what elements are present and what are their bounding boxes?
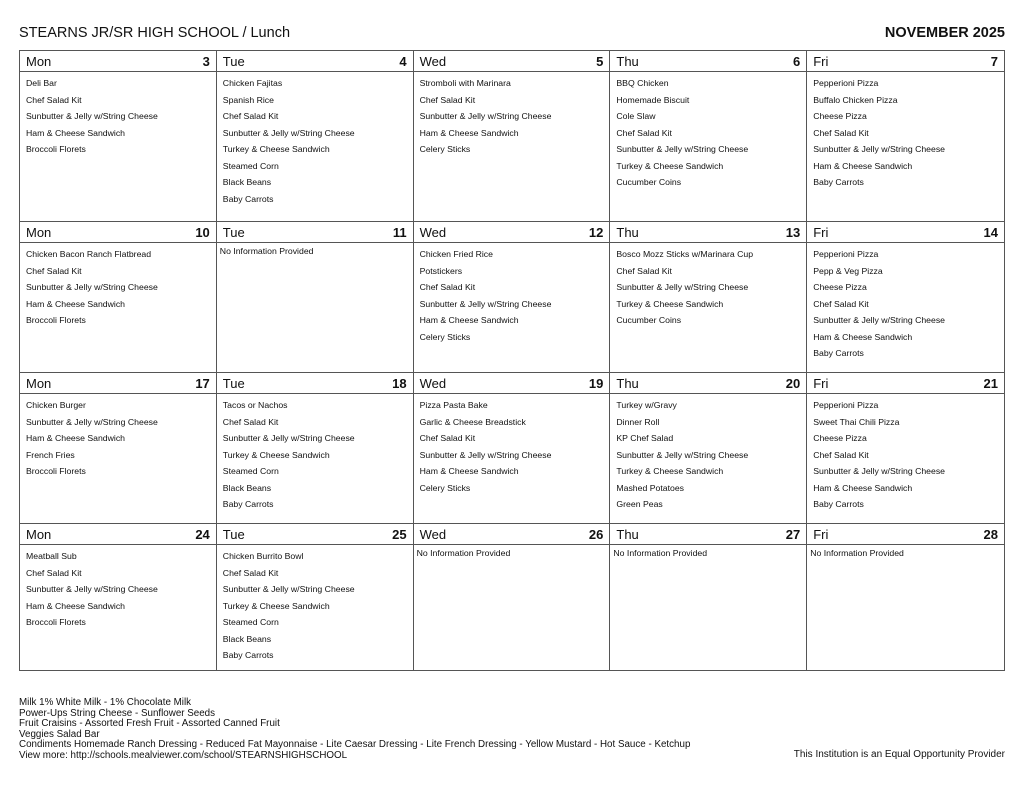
date-number: 7 — [990, 53, 998, 69]
weekday-label: Wed — [419, 53, 447, 69]
day-cell-header — [217, 222, 413, 243]
menu-item: Chef Salad Kit — [419, 433, 476, 443]
menu-item: Baby Carrots — [813, 348, 864, 358]
weekday-label: Mon — [26, 526, 52, 542]
menu-list — [20, 72, 216, 155]
day-cell-header — [217, 524, 413, 545]
day-cell-header — [217, 373, 413, 394]
calendar-grid — [19, 50, 1005, 671]
weekday-label: Wed — [419, 526, 447, 542]
weekday-label: Wed — [419, 224, 447, 240]
menu-item: Cole Slaw — [616, 111, 656, 121]
menu-list — [610, 72, 806, 188]
menu-item: Chicken Burrito Bowl — [222, 551, 304, 561]
menu-item: Sunbutter & Jelly w/String Cheese — [222, 433, 355, 443]
menu-item: Turkey & Cheese Sandwich — [616, 160, 724, 171]
menu-item: Sunbutter & Jelly w/String Cheese — [419, 111, 552, 121]
menu-item: Sunbutter & Jelly w/String Cheese — [616, 144, 749, 154]
menu-item: Baby Carrots — [222, 650, 274, 660]
menu-item: Chef Salad Kit — [616, 265, 672, 276]
date-number: 12 — [588, 224, 604, 240]
menu-item: Broccoli Florets — [26, 144, 86, 154]
menu-item: Ham & Cheese Sandwich — [419, 466, 519, 476]
menu-item: Chef Salad Kit — [419, 94, 476, 105]
no-information-text: No Information Provided — [219, 246, 314, 256]
day-cell-header — [610, 222, 806, 243]
date-number: 10 — [195, 224, 210, 240]
day-cell-header — [20, 373, 216, 394]
weekday-label: Tue — [222, 375, 245, 391]
menu-item: French Fries — [26, 449, 75, 460]
menu-item: Sunbutter & Jelly w/String Cheese — [26, 111, 158, 121]
weekday-label: Tue — [222, 224, 245, 240]
menu-item: Sunbutter & Jelly w/String Cheese — [616, 449, 749, 460]
menu-item: Ham & Cheese Sandwich — [26, 127, 125, 138]
menu-item: Garlic & Cheese Breadstick — [419, 416, 526, 427]
menu-item: Sunbutter & Jelly w/String Cheese — [222, 584, 355, 594]
menu-item: Turkey & Cheese Sandwich — [222, 449, 330, 460]
footer-line: Fruit Craisins - Assorted Fresh Fruit - Assorted Canned Fruit — [19, 718, 280, 730]
menu-item: Cucumber Coins — [616, 177, 682, 187]
day-cell-header — [807, 373, 1004, 394]
menu-item: Chef Salad Kit — [26, 567, 82, 578]
menu-list — [217, 545, 413, 661]
day-cell-header — [807, 51, 1004, 72]
date-number: 14 — [983, 224, 998, 240]
menu-item: Sunbutter & Jelly w/String Cheese — [813, 466, 946, 476]
date-number: 26 — [588, 526, 604, 542]
menu-list — [414, 72, 610, 155]
menu-item: Chef Salad Kit — [813, 298, 869, 309]
weekday-label: Fri — [813, 375, 829, 391]
date-number: 24 — [195, 526, 210, 542]
day-cell — [217, 51, 414, 222]
date-number: 5 — [596, 53, 604, 69]
menu-item: Baby Carrots — [813, 499, 864, 509]
day-cell — [20, 51, 217, 222]
menu-item: Sunbutter & Jelly w/String Cheese — [419, 449, 552, 460]
day-cell — [610, 373, 807, 524]
date-number: 28 — [983, 526, 998, 542]
menu-list — [414, 243, 610, 343]
menu-item: Meatball Sub — [26, 551, 77, 561]
menu-item: Bosco Mozz Sticks w/Marinara Cup — [616, 249, 754, 259]
day-cell — [610, 524, 807, 670]
menu-item: Ham & Cheese Sandwich — [26, 433, 125, 443]
menu-item: Green Peas — [616, 499, 663, 509]
menu-item: Chef Salad Kit — [616, 127, 672, 138]
menu-item: Pepp & Veg Pizza — [813, 265, 883, 276]
menu-list — [610, 394, 806, 510]
menu-item: Ham & Cheese Sandwich — [813, 331, 913, 342]
weekday-label: Thu — [616, 526, 639, 542]
menu-item: Sweet Thai Chili Pizza — [813, 416, 900, 427]
menu-list — [20, 545, 216, 628]
day-cell-header — [807, 524, 1004, 545]
date-number: 21 — [983, 375, 998, 391]
menu-item: Broccoli Florets — [26, 617, 86, 627]
weekday-label: Tue — [222, 53, 245, 69]
menu-item: Sunbutter & Jelly w/String Cheese — [222, 127, 355, 138]
menu-item: Sunbutter & Jelly w/String Cheese — [813, 315, 946, 325]
date-number: 25 — [392, 526, 407, 542]
menu-item: Sunbutter & Jelly w/String Cheese — [26, 282, 158, 292]
menu-item: Black Beans — [222, 177, 272, 187]
menu-item: Ham & Cheese Sandwich — [813, 482, 913, 493]
day-cell-header — [20, 524, 216, 545]
day-cell-header — [414, 222, 610, 243]
no-information-text: No Information Provided — [613, 548, 708, 558]
menu-item: Celery Sticks — [419, 144, 471, 154]
footer-line: Milk 1% White Milk - 1% Chocolate Milk — [19, 697, 192, 708]
day-cell-header — [610, 51, 806, 72]
page-title: STEARNS JR/SR HIGH SCHOOL / Lunch — [19, 25, 291, 41]
menu-list — [20, 243, 216, 326]
no-information-text: No Information Provided — [416, 548, 511, 558]
menu-list — [610, 243, 806, 326]
menu-item: Sunbutter & Jelly w/String Cheese — [419, 298, 552, 309]
menu-list — [217, 394, 413, 510]
menu-item: Chef Salad Kit — [26, 265, 82, 276]
equal-opportunity-notice: This Institution is an Equal Opportunity Provider — [793, 749, 1005, 760]
menu-item: Turkey & Cheese Sandwich — [616, 466, 724, 476]
menu-item: Steamed Corn — [222, 466, 279, 476]
menu-item: Chef Salad Kit — [419, 282, 476, 292]
menu-item: Sunbutter & Jelly w/String Cheese — [26, 584, 158, 594]
date-number: 13 — [785, 224, 801, 240]
menu-list — [807, 243, 1004, 359]
menu-item: Cheese Pizza — [813, 433, 867, 443]
date-number: 19 — [588, 375, 604, 391]
menu-item: Sunbutter & Jelly w/String Cheese — [616, 282, 749, 292]
date-number: 3 — [202, 53, 210, 69]
menu-list — [807, 394, 1004, 510]
footer-line: Power-Ups String Cheese - Sunflower Seeds — [19, 707, 216, 719]
menu-item: Chef Salad Kit — [222, 567, 279, 578]
day-cell — [20, 524, 217, 670]
menu-item: Stromboli with Marinara — [419, 78, 511, 88]
weekday-label: Fri — [813, 224, 829, 240]
weekday-label: Wed — [419, 375, 447, 391]
date-number: 11 — [392, 224, 407, 240]
weekday-label: Mon — [26, 53, 52, 69]
date-number: 4 — [399, 53, 407, 69]
menu-item: Pepperioni Pizza — [813, 78, 879, 88]
menu-item: Mashed Potatoes — [616, 482, 685, 493]
weekday-label: Fri — [813, 526, 829, 542]
menu-item: Tacos or Nachos — [222, 400, 288, 410]
menu-list — [807, 72, 1004, 188]
no-information-text: No Information Provided — [810, 548, 904, 558]
weekday-label: Thu — [616, 224, 639, 240]
menu-item: Buffalo Chicken Pizza — [813, 94, 898, 105]
weekday-label: Tue — [222, 526, 245, 542]
menu-item: Ham & Cheese Sandwich — [813, 160, 913, 171]
menu-item: Potstickers — [419, 265, 463, 276]
menu-item: Chicken Bacon Ranch Flatbread — [26, 249, 152, 259]
menu-item: Steamed Corn — [222, 160, 279, 171]
menu-item: Homemade Biscuit — [616, 94, 690, 105]
weekday-label: Mon — [26, 375, 52, 391]
weekday-label: Mon — [26, 224, 52, 240]
day-cell-header — [610, 373, 806, 394]
footer-link[interactable]: View more: http://schools.mealviewer.com/school/STEARNSHIGHSCHOOL — [19, 749, 348, 761]
menu-item: Spanish Rice — [222, 94, 274, 105]
day-cell — [807, 373, 1004, 524]
menu-item: Cheese Pizza — [813, 282, 867, 292]
day-cell-header — [610, 524, 806, 545]
menu-item: Chef Salad Kit — [222, 111, 279, 121]
menu-item: Chef Salad Kit — [26, 94, 82, 105]
menu-item: Celery Sticks — [419, 331, 471, 342]
day-cell-header — [414, 51, 610, 72]
day-cell — [20, 373, 217, 524]
footer-notes — [19, 698, 690, 762]
menu-item: Black Beans — [222, 633, 272, 644]
date-number: 6 — [792, 53, 801, 69]
menu-item: KP Chef Salad — [616, 433, 674, 443]
day-cell-header — [414, 373, 610, 394]
menu-item: Turkey & Cheese Sandwich — [222, 144, 330, 154]
day-cell — [807, 524, 1004, 670]
date-number: 18 — [392, 375, 407, 391]
weekday-label: Fri — [813, 53, 829, 69]
menu-item: Pepperioni Pizza — [813, 249, 879, 259]
day-cell-header — [414, 524, 610, 545]
weekday-label: Thu — [616, 53, 639, 69]
menu-item: BBQ Chicken — [616, 78, 669, 88]
footer-line: Veggies Salad Bar — [19, 728, 100, 740]
menu-item: Dinner Roll — [616, 416, 660, 427]
page-header — [19, 25, 1005, 45]
menu-item: Ham & Cheese Sandwich — [419, 315, 519, 325]
menu-list — [20, 394, 216, 477]
menu-item: Chicken Fried Rice — [419, 249, 493, 259]
menu-list — [414, 394, 610, 494]
menu-item: Chef Salad Kit — [813, 127, 869, 138]
date-number: 17 — [195, 375, 210, 391]
menu-item: Pizza Pasta Bake — [419, 400, 488, 410]
month-label: NOVEMBER 2025 — [884, 25, 1005, 41]
day-cell — [414, 51, 611, 222]
day-cell — [20, 222, 217, 373]
menu-item: Ham & Cheese Sandwich — [26, 298, 125, 309]
weekday-label: Thu — [616, 375, 639, 391]
menu-item: Pepperioni Pizza — [813, 400, 879, 410]
day-cell — [610, 51, 807, 222]
day-cell — [807, 222, 1004, 373]
menu-item: Chef Salad Kit — [813, 449, 869, 460]
menu-item: Chef Salad Kit — [222, 416, 279, 427]
menu-item: Broccoli Florets — [26, 315, 86, 325]
day-cell — [414, 524, 611, 670]
menu-item: Cucumber Coins — [616, 315, 682, 325]
menu-item: Baby Carrots — [222, 499, 274, 509]
day-cell — [610, 222, 807, 373]
day-cell — [217, 524, 414, 670]
menu-item: Broccoli Florets — [26, 466, 86, 476]
menu-item: Chicken Burger — [26, 400, 86, 410]
menu-item: Celery Sticks — [419, 482, 471, 493]
day-cell-header — [217, 51, 413, 72]
date-number: 20 — [785, 375, 801, 391]
date-number: 27 — [785, 526, 801, 542]
menu-item: Turkey & Cheese Sandwich — [222, 600, 330, 611]
day-cell — [807, 51, 1004, 222]
footer-line: Condiments Homemade Ranch Dressing - Reduced Fat Mayonnaise - Lite Caesar Dressing - Lite French Dressing - Yellow Mustard - Hot Sauce - Ketchup — [19, 739, 691, 751]
day-cell-header — [20, 222, 216, 243]
day-cell — [414, 373, 611, 524]
menu-item: Steamed Corn — [222, 617, 279, 627]
menu-item: Baby Carrots — [222, 193, 274, 204]
day-cell-header — [20, 51, 216, 72]
menu-item: Baby Carrots — [813, 177, 864, 187]
day-cell — [217, 222, 414, 373]
menu-item: Deli Bar — [26, 78, 57, 88]
menu-item: Turkey w/Gravy — [616, 400, 677, 410]
menu-item: Ham & Cheese Sandwich — [419, 127, 519, 138]
menu-item: Sunbutter & Jelly w/String Cheese — [26, 416, 158, 427]
day-cell-header — [807, 222, 1004, 243]
menu-item: Ham & Cheese Sandwich — [26, 600, 125, 611]
menu-list — [217, 72, 413, 205]
menu-item: Turkey & Cheese Sandwich — [616, 298, 724, 309]
menu-item: Sunbutter & Jelly w/String Cheese — [813, 144, 946, 154]
day-cell — [217, 373, 414, 524]
day-cell — [414, 222, 611, 373]
menu-item: Chicken Fajitas — [222, 78, 283, 88]
menu-item: Black Beans — [222, 482, 272, 493]
menu-item: Cheese Pizza — [813, 111, 867, 121]
